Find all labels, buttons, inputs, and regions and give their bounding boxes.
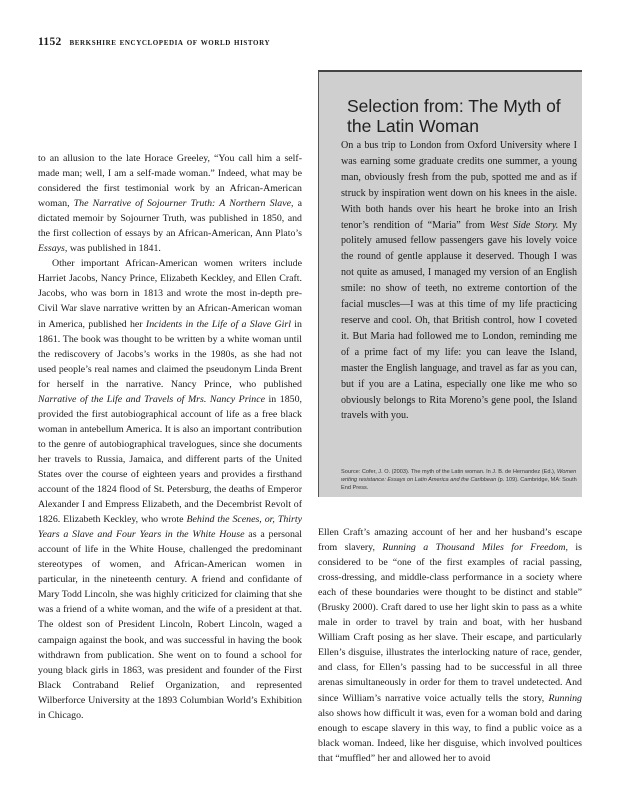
italic-run: Running a Thousand Miles for Freedom, xyxy=(382,542,568,554)
italic-run: Women writing resistance: Essays on Latin America and the Caribbean xyxy=(341,469,577,483)
paragraph xyxy=(38,151,302,256)
italic-run: Behind the Scenes, or, Thirty Years a Slave and Four Years in the White House xyxy=(38,514,302,541)
sidebar-source-citation xyxy=(341,468,577,492)
sidebar-box xyxy=(318,70,582,497)
paragraph xyxy=(318,525,582,766)
text-run: On a bus trip to London from Oxford University where I was earning some graduate credits one summer, a young man, obviously fresh from the pub, spotted me and as if struck by inspiration went down on his knees in the aisle. With both hands over his heart he broke into an Irish tenor’s rendition of “Maria” from xyxy=(341,140,577,231)
sidebar-body xyxy=(341,138,577,424)
text-run: to an allusion to the late Horace Greeley, “You call him a self-made man; well, I am a self-made woman.” Indeed, what may be considered the first testimonial work by an African-American woman, xyxy=(38,153,302,210)
text-run: My politely amused fellow passengers gave his lovely voice the round of gentle applause it deserved. Though I was not quite as amused, I managed my version of an English smile: no show of teeth, no extreme contortion of the facial muscles—I was at this time of my life practicing reserve and cool. Oh, that British control, how I coveted it. But Maria had followed me to London, reminding me of a prime fact of my life: you can leave the Island, master the English language, and travel as far as you can, but if you are a Latina, especially one like me who so obviously belongs to Rita Moreno’s gene pool, the Island travels with you. xyxy=(341,219,577,422)
italic-run: The Narrative of Sojourner Truth: A Northern Slave, xyxy=(73,198,294,210)
italic-run: Incidents in the Life of a Slave Girl xyxy=(145,318,291,330)
text-run: (p. 109). Cambridge, MA: South End Press. xyxy=(341,477,577,491)
italic-run: Running xyxy=(548,692,582,704)
sidebar-paragraph xyxy=(341,138,577,424)
text-run: a dictated memoir by Sojourner Truth, was published in 1850, and the first collection of essays by an African-American, Ann Plato’s xyxy=(38,198,302,240)
text-run: in 1850, provided the first autobiographical account of life as a free black woman in antebellum America. It is also an important contribution to the genre of autobiographical travelogues, since she documents her travels to Russia, Jamaica, and different parts of the United States over the course of eighteen years and provides a firsthand account of the 1824 flood of St. Petersburg, the deaths of Emperor Alexander I and Empress Elizabeth, and the Decembrist Revolt of 1826. Elizabeth Keckley, who wrote xyxy=(38,393,302,526)
italic-run: West Side Story. xyxy=(489,219,559,231)
right-column xyxy=(318,525,582,766)
italic-run: Narrative of the Life and Travels of Mrs. Nancy Prince xyxy=(38,393,265,405)
text-run: Other important African-American women writers include Harriet Jacobs, Nancy Prince, Elizabeth Keckley, and Ellen Craft. Jacobs, who was born in 1813 and wrote the most in-depth pre-Civil War slave narrative written by an African-American woman in America, published her xyxy=(38,258,302,330)
sidebar-title: Selection from: The Myth of the Latin Woman xyxy=(347,96,561,136)
text-run: was published in 1841. xyxy=(67,243,161,255)
text-run: also shows how difficult it was, even for a woman bold and daring enough to escape slavery in this way, to find a public voice as a black woman. Indeed, like her disguise, which involved poultices that “muffled” her and allowed her to avoid xyxy=(318,707,582,764)
running-title: berkshire encyclopedia of world history xyxy=(69,37,271,48)
paragraph xyxy=(38,256,302,722)
text-run: Ellen Craft’s amazing account of her and her husband’s escape from slavery, xyxy=(318,527,582,554)
italic-run: Essays, xyxy=(38,243,68,255)
text-run: is considered to be “one of the first examples of racial passing, cross-dressing, and middle-class performance in a society where each of these boundaries were thought to be distinct and stable” (Brusky 2000). Craft dared to use her light skin to pass as a white male in order to travel by train and boat, with her husband William Craft posing as her slave. Their escape, and particularly Ellen’s disguise, illustrates the interlocking nature of race, gender, and class, for Ellen’s passing had to be successful in all three arenas simultaneously in order for them to travel undetected. And since William’s narrative voice actually tells the story, xyxy=(318,542,582,704)
text-run: in 1861. The book was thought to be written by a white woman until the rediscovery of Jacobs’s works in the 1980s, as she had not used people’s real names and claimed the pseudonym Linda Brent for herself in the narrative. Nancy Prince, who published xyxy=(38,318,302,390)
left-column xyxy=(38,151,302,723)
running-header xyxy=(38,36,270,48)
text-run: Source: Cofer, J. O. (2003). The myth of the Latin woman. In J. B. de Hernandez (Ed.), xyxy=(341,469,557,475)
text-run: as a personal account of life in the White House, challenged the predominant stereotypes of women, and African-American women in particular, in the nineteenth century. A friend and confidante of Mary Todd Lincoln, she was highly criticized for claiming that she was a friend of a white woman, and the wife of a president at that. The oldest son of President Lincoln, Robert Lincoln, waged a campaign against the book, and was successful in having the book withdrawn from publication. She went on to found a school for young black girls in 1863, was president and founder of the First Black Contraband Relief Organization, and represented Wilberforce University at the 1893 Columbian World’s Exhibition in Chicago. xyxy=(38,529,303,721)
page-number: 1152 xyxy=(38,36,62,48)
